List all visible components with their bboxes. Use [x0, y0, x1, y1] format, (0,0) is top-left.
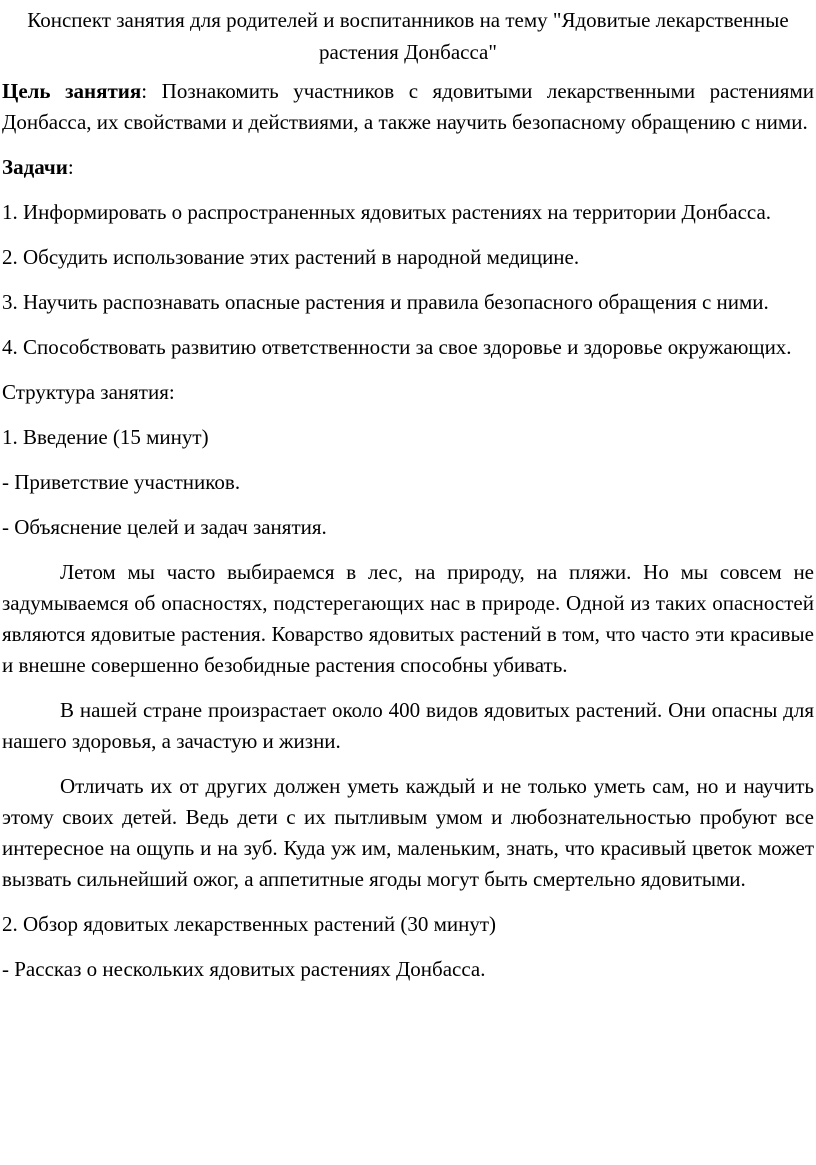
- tasks-colon: :: [67, 155, 74, 179]
- task-item-4: 4. Способствовать развитию ответственности за свое здоровье и здоровье окружающих.: [2, 335, 792, 359]
- document-title: Конспект занятия для родителей и воспитанников на тему "Ядовитые лекарственные растения Донбасса": [27, 8, 789, 64]
- section-1-heading: 1. Введение (15 минут): [2, 425, 209, 449]
- section-2-heading: 2. Обзор ядовитых лекарственных растений (30 минут): [2, 912, 497, 936]
- section-1-paragraph-3: Отличать их от других должен уметь каждый и не только уметь сам, но и научить этому своих детей. Ведь дети с их пытливым умом и любознательностью пробуют все интересное на ощупь и на зуб. Куда уж им, маленьким, знать, что красивый цветок может вызвать сильнейший ожог, а аппетитные ягоды могут быть смертельно ядовитыми.: [2, 774, 814, 891]
- goal-label: Цель занятия: [2, 79, 142, 103]
- tasks-label: Задачи: [2, 155, 68, 179]
- goal-paragraph: [2, 76, 814, 138]
- task-item-3: 3. Научить распознавать опасные растения и правила безопасного обращения с ними.: [2, 290, 769, 314]
- section-1-paragraph-2: В нашей стране произрастает около 400 видов ядовитых растений. Они опасны для нашего здоровья, а зачастую и жизни.: [2, 698, 814, 753]
- section-2-bullet-1: - Рассказ о нескольких ядовитых растениях Донбасса.: [2, 957, 486, 981]
- goal-colon: :: [141, 79, 148, 103]
- section-1-bullet-1: - Приветствие участников.: [2, 470, 241, 494]
- section-1-paragraph-1: Летом мы часто выбираемся в лес, на природу, на пляжи. Но мы совсем не задумываемся об опасностях, подстерегающих нас в природе. Одной из таких опасностей являются ядовитые растения. Коварство ядовитых растений в том, что часто эти красивые и внешне совершенно безобидные растения способны убивать.: [2, 560, 814, 677]
- task-item-1: 1. Информировать о распространенных ядовитых растениях на территории Донбасса.: [2, 200, 772, 224]
- task-item-2: 2. Обсудить использование этих растений в народной медицине.: [2, 245, 580, 269]
- structure-label: Структура занятия:: [2, 380, 175, 404]
- goal-text: Познакомить участников с ядовитыми лекарственными растениями Донбасса, их свойствами и действиями, а также научить безопасному обращению с ними.: [2, 79, 814, 134]
- section-1-bullet-2: - Объяснение целей и задач занятия.: [2, 515, 327, 539]
- tasks-heading: [2, 152, 814, 183]
